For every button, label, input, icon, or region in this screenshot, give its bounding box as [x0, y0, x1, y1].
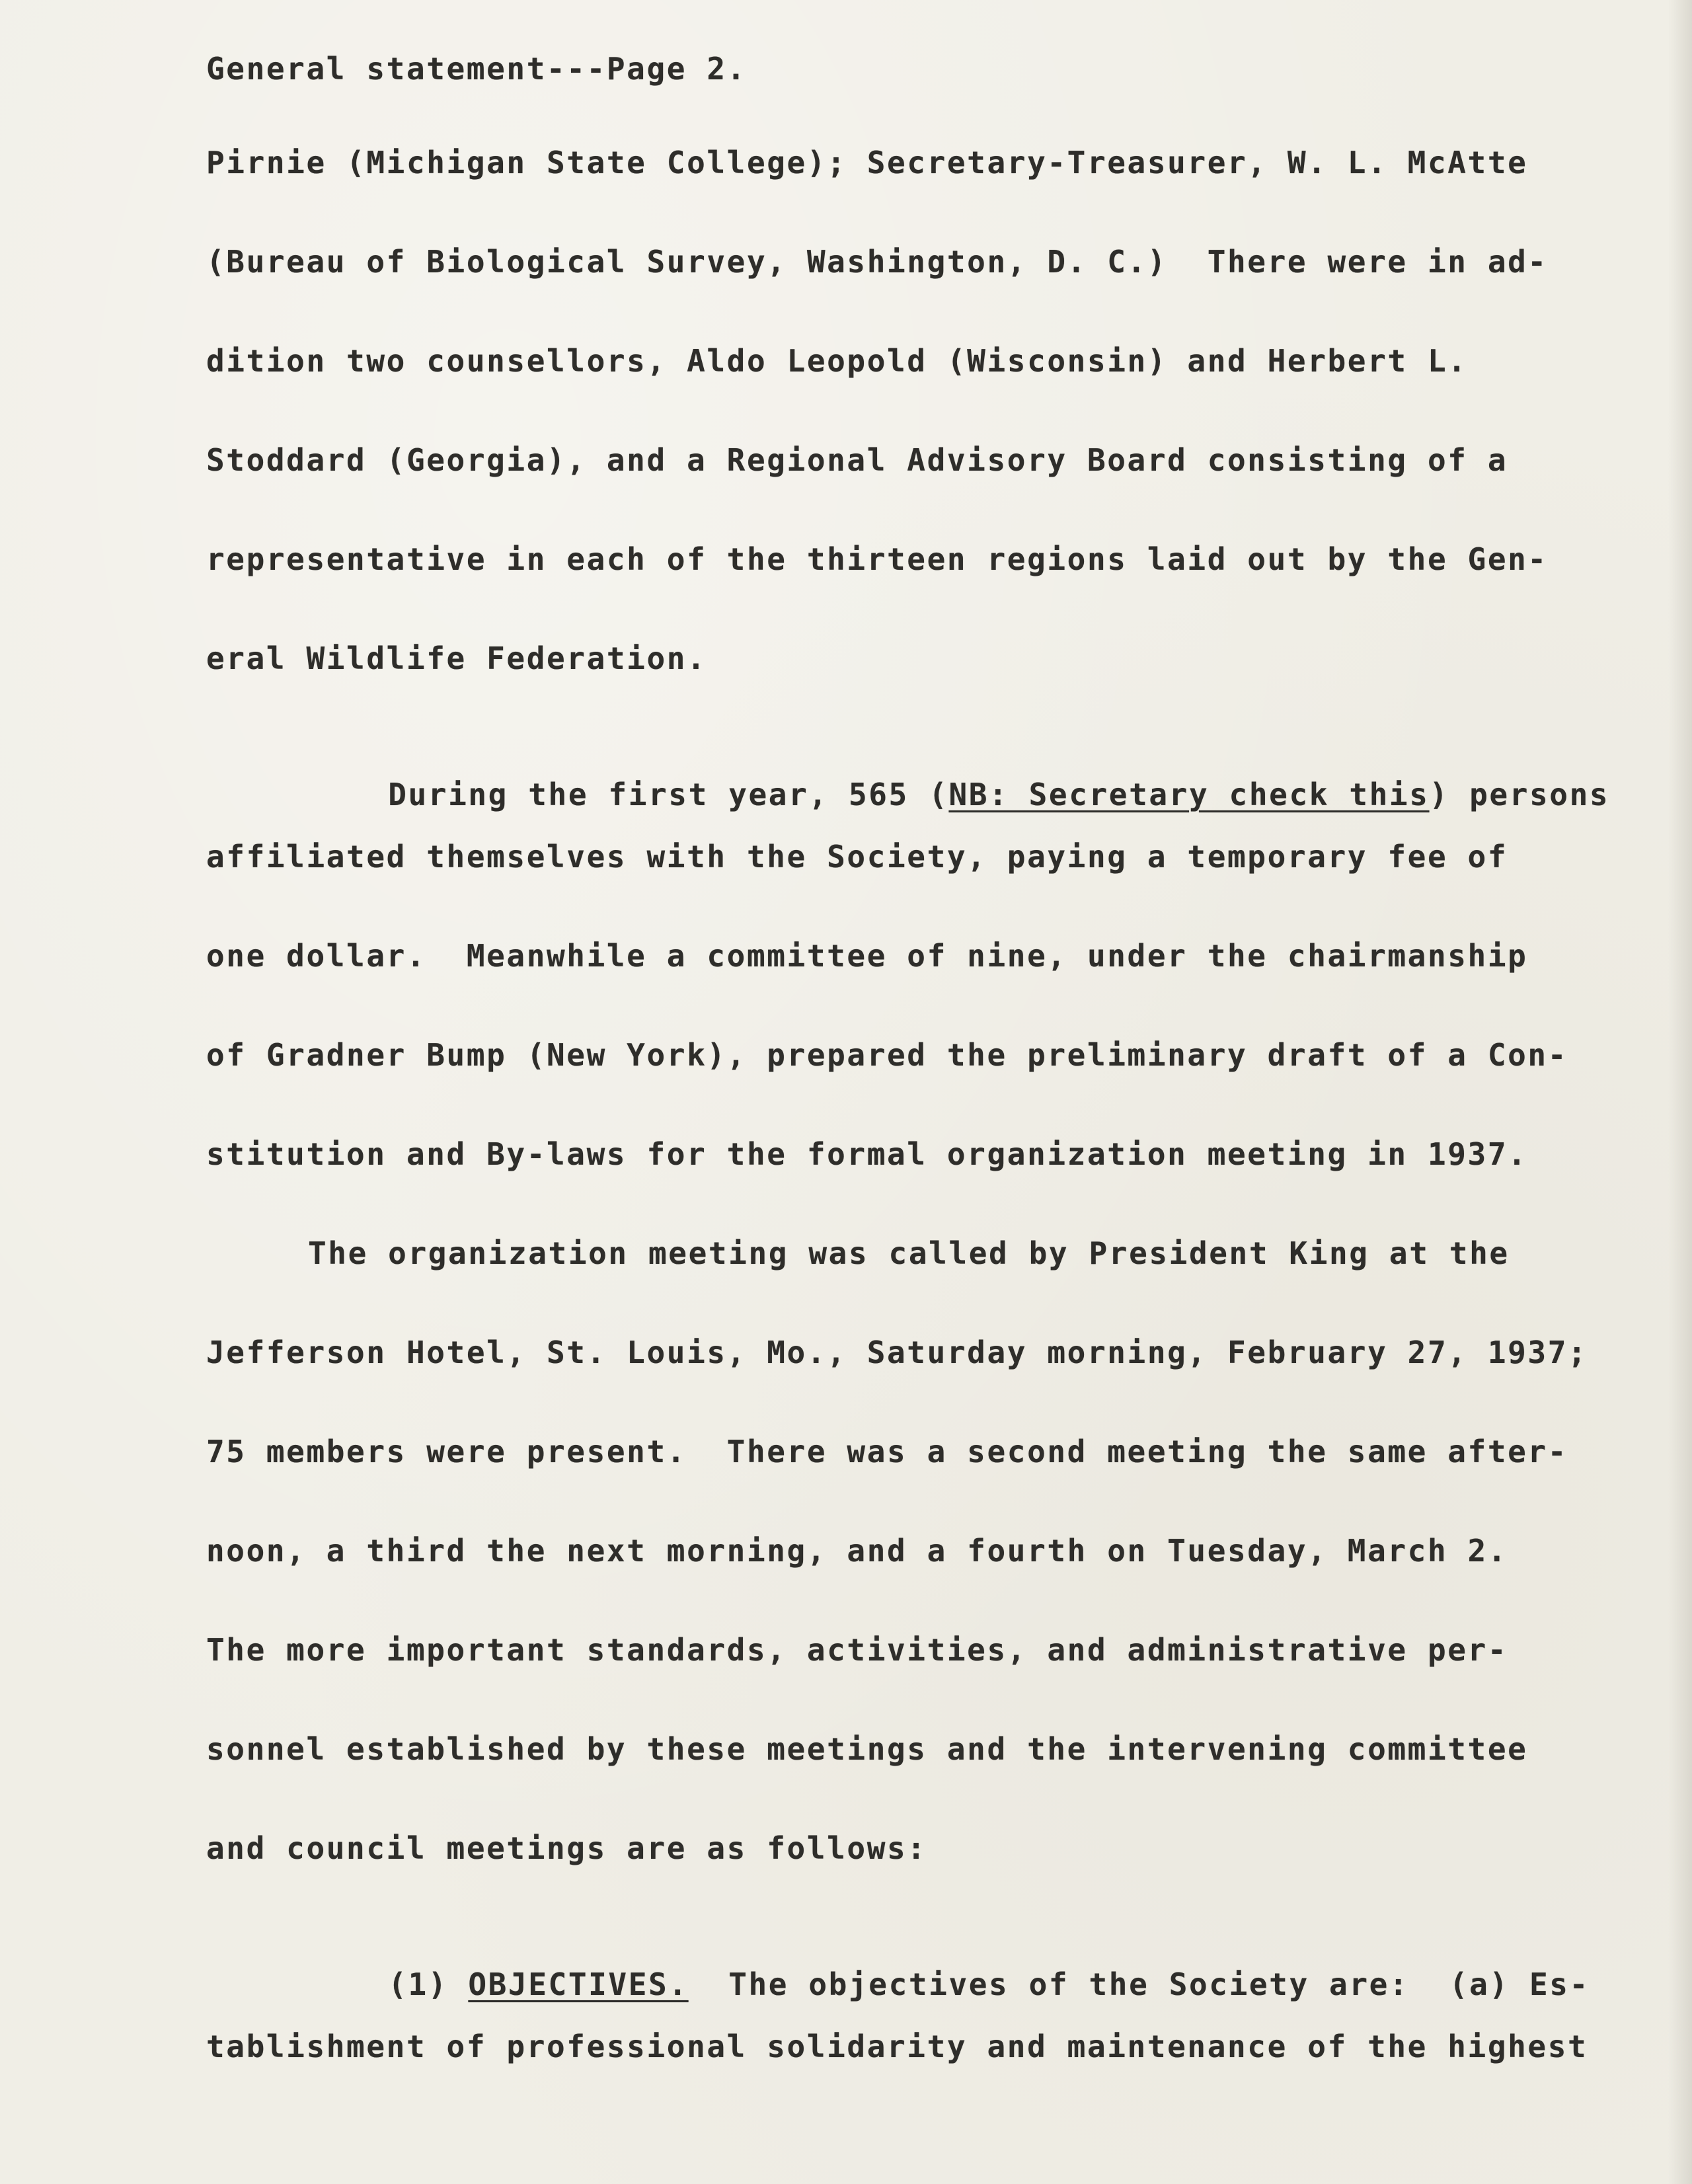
body-line: of Gradner Bump (New York), prepared the preliminary draft of a Con- [206, 1037, 1568, 1073]
body-line: (Bureau of Biological Survey, Washington, D. C.) There were in ad- [206, 244, 1548, 280]
body-line: stitution and By-laws for the formal organization meeting in 1937. [206, 1136, 1528, 1172]
body-line: The organization meeting was called by President King at the [308, 1235, 1510, 1271]
paper-edge-shadow [1668, 0, 1692, 2184]
text-segment: During the first year, 565 ( [388, 777, 949, 812]
objectives-heading: OBJECTIVES. [468, 1967, 689, 2002]
body-line: dition two counsellors, Aldo Leopold (Wisconsin) and Herbert L. [206, 343, 1468, 379]
section-heading-line [308, 1929, 1590, 2040]
body-line: noon, a third the next morning, and a fourth on Tuesday, March 2. [206, 1533, 1508, 1569]
body-line: sonnel established by these meetings and the intervening committee [206, 1731, 1528, 1767]
text-segment: The objectives of the Society are: (a) Es- [688, 1967, 1590, 2002]
body-line: The more important standards, activities, and administrative per- [206, 1632, 1508, 1668]
body-line: tablishment of professional solidarity and maintenance of the highest [206, 2029, 1588, 2064]
body-line: eral Wildlife Federation. [206, 641, 707, 676]
body-line: Jefferson Hotel, St. Louis, Mo., Saturday morning, February 27, 1937; [206, 1335, 1588, 1370]
text-segment: (1) [388, 1967, 469, 2002]
body-line: and council meetings are as follows: [206, 1830, 927, 1866]
text-segment: ) persons [1429, 777, 1610, 812]
body-line: Pirnie (Michigan State College); Secretary-Treasurer, W. L. McAtte [206, 145, 1528, 180]
underlined-note: NB: Secretary check this [948, 777, 1430, 812]
body-line: Stoddard (Georgia), and a Regional Advisory Board consisting of a [206, 442, 1508, 478]
body-line: affiliated themselves with the Society, paying a temporary fee of [206, 839, 1508, 875]
page-header: General statement---Page 2. [206, 51, 747, 87]
paragraph-line-with-underline [308, 739, 1609, 850]
body-line: 75 members were present. There was a second meeting the same after- [206, 1434, 1568, 1469]
body-line: representative in each of the thirteen regions laid out by the Gen- [206, 541, 1548, 577]
body-line: one dollar. Meanwhile a committee of nine, under the chairmanship [206, 938, 1528, 974]
